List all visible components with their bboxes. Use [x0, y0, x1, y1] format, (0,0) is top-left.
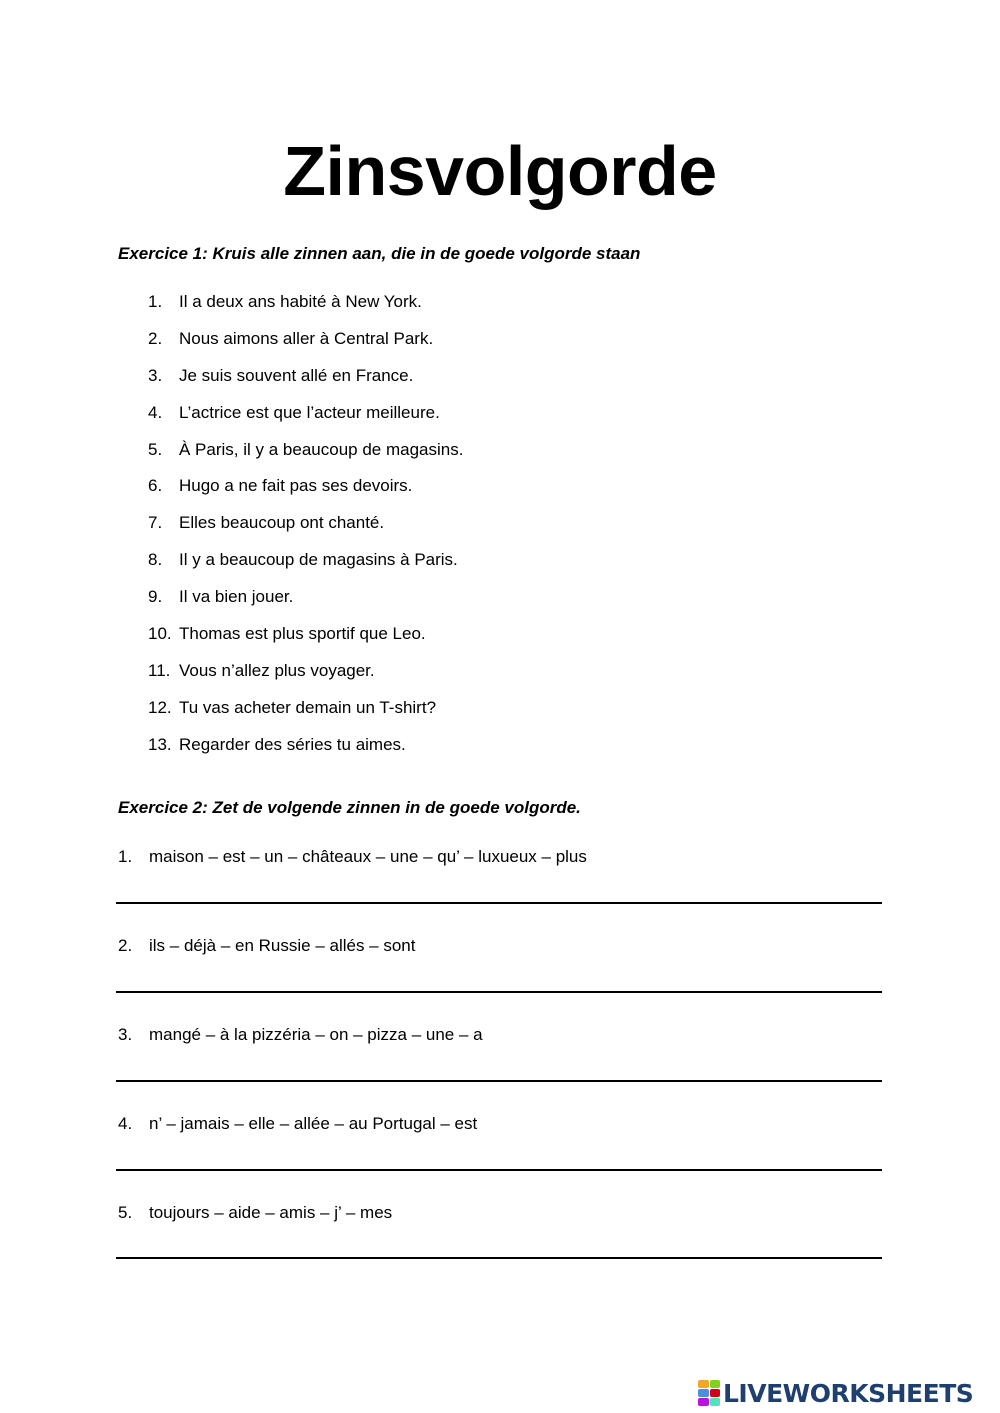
exercise1-item[interactable]	[148, 439, 463, 476]
scrambled-words: toujours – aide – amis – j’ – mes	[149, 1203, 393, 1222]
exercise2-item	[118, 1202, 392, 1224]
item-number: 5.	[148, 439, 163, 459]
item-sentence: À Paris, il y a beaucoup de magasins.	[179, 439, 464, 459]
scrambled-words: maison – est – un – châteaux – une – qu’ – luxueux – plus	[149, 847, 587, 866]
answer-line[interactable]	[116, 1257, 882, 1259]
answer-line[interactable]	[116, 1080, 882, 1082]
exercise1-item[interactable]	[148, 697, 463, 734]
item-sentence: Nous aimons aller à Central Park.	[179, 328, 434, 348]
item-sentence: Il y a beaucoup de magasins à Paris.	[179, 550, 458, 570]
item-sentence: Tu vas acheter demain un T-shirt?	[179, 697, 437, 717]
exercise2-item	[118, 1113, 477, 1135]
item-number: 3.	[148, 365, 163, 385]
item-number: 3.	[118, 1025, 133, 1044]
item-sentence: Thomas est plus sportif que Leo.	[179, 624, 426, 644]
exercise1-item[interactable]	[148, 291, 463, 328]
item-sentence: Je suis souvent allé en France.	[179, 365, 414, 385]
item-number: 10.	[148, 624, 172, 644]
item-sentence: Vous n’allez plus voyager.	[179, 660, 375, 680]
scrambled-words: n’ – jamais – elle – allée – au Portugal – est	[149, 1114, 478, 1133]
logo-text: LIVEWORKSHEETS	[723, 1378, 974, 1408]
item-number: 2.	[118, 936, 133, 955]
exercise2-item	[118, 1024, 483, 1046]
liveworksheets-logo	[698, 1378, 973, 1408]
item-number: 12.	[148, 697, 172, 717]
item-sentence: Regarder des séries tu aimes.	[179, 734, 406, 754]
exercise1-item[interactable]	[148, 402, 463, 439]
scrambled-words: mangé – à la pizzéria – on – pizza – une – a	[149, 1025, 483, 1044]
exercise1-item[interactable]	[148, 734, 463, 771]
exercise1-item[interactable]	[148, 328, 463, 365]
exercise1-list	[148, 291, 463, 771]
exercise1-item[interactable]	[148, 512, 463, 549]
answer-line[interactable]	[116, 991, 882, 993]
item-number: 4.	[148, 402, 163, 422]
item-number: 1.	[148, 292, 163, 311]
item-sentence: Il va bien jouer.	[179, 587, 294, 607]
page-title: Zinsvolgorde	[283, 132, 717, 210]
item-number: 1.	[118, 847, 133, 866]
item-number: 13.	[148, 734, 172, 754]
liveworksheets-logo-icon	[698, 1380, 720, 1406]
item-number: 4.	[118, 1114, 133, 1133]
exercise1-item[interactable]	[148, 660, 463, 697]
exercise2-item	[118, 846, 587, 868]
exercise1-item[interactable]	[148, 475, 463, 512]
exercise2-item	[118, 935, 416, 957]
item-sentence: Elles beaucoup ont chanté.	[179, 513, 385, 533]
item-number: 8.	[148, 550, 163, 570]
exercise1-item[interactable]	[148, 549, 463, 586]
item-sentence: L’actrice est que l’acteur meilleure.	[179, 402, 440, 422]
item-sentence: Hugo a ne fait pas ses devoirs.	[179, 476, 413, 496]
exercise1-heading: Exercice 1: Kruis alle zinnen aan, die in de goede volgorde staan	[118, 244, 641, 263]
scrambled-words: ils – déjà – en Russie – allés – sont	[149, 936, 416, 955]
answer-line[interactable]	[116, 1169, 882, 1171]
item-number: 9.	[148, 587, 163, 607]
item-number: 7.	[148, 513, 163, 533]
item-number: 6.	[148, 476, 163, 496]
exercise1-item[interactable]	[148, 586, 463, 623]
item-sentence: Il a deux ans habité à New York.	[179, 292, 422, 311]
item-number: 5.	[118, 1203, 133, 1222]
exercise1-item[interactable]	[148, 623, 463, 660]
answer-line[interactable]	[116, 902, 882, 904]
item-number: 11.	[148, 660, 171, 680]
exercise1-item[interactable]	[148, 365, 463, 402]
item-number: 2.	[148, 328, 163, 348]
exercise2-heading: Exercice 2: Zet de volgende zinnen in de goede volgorde.	[118, 798, 581, 817]
